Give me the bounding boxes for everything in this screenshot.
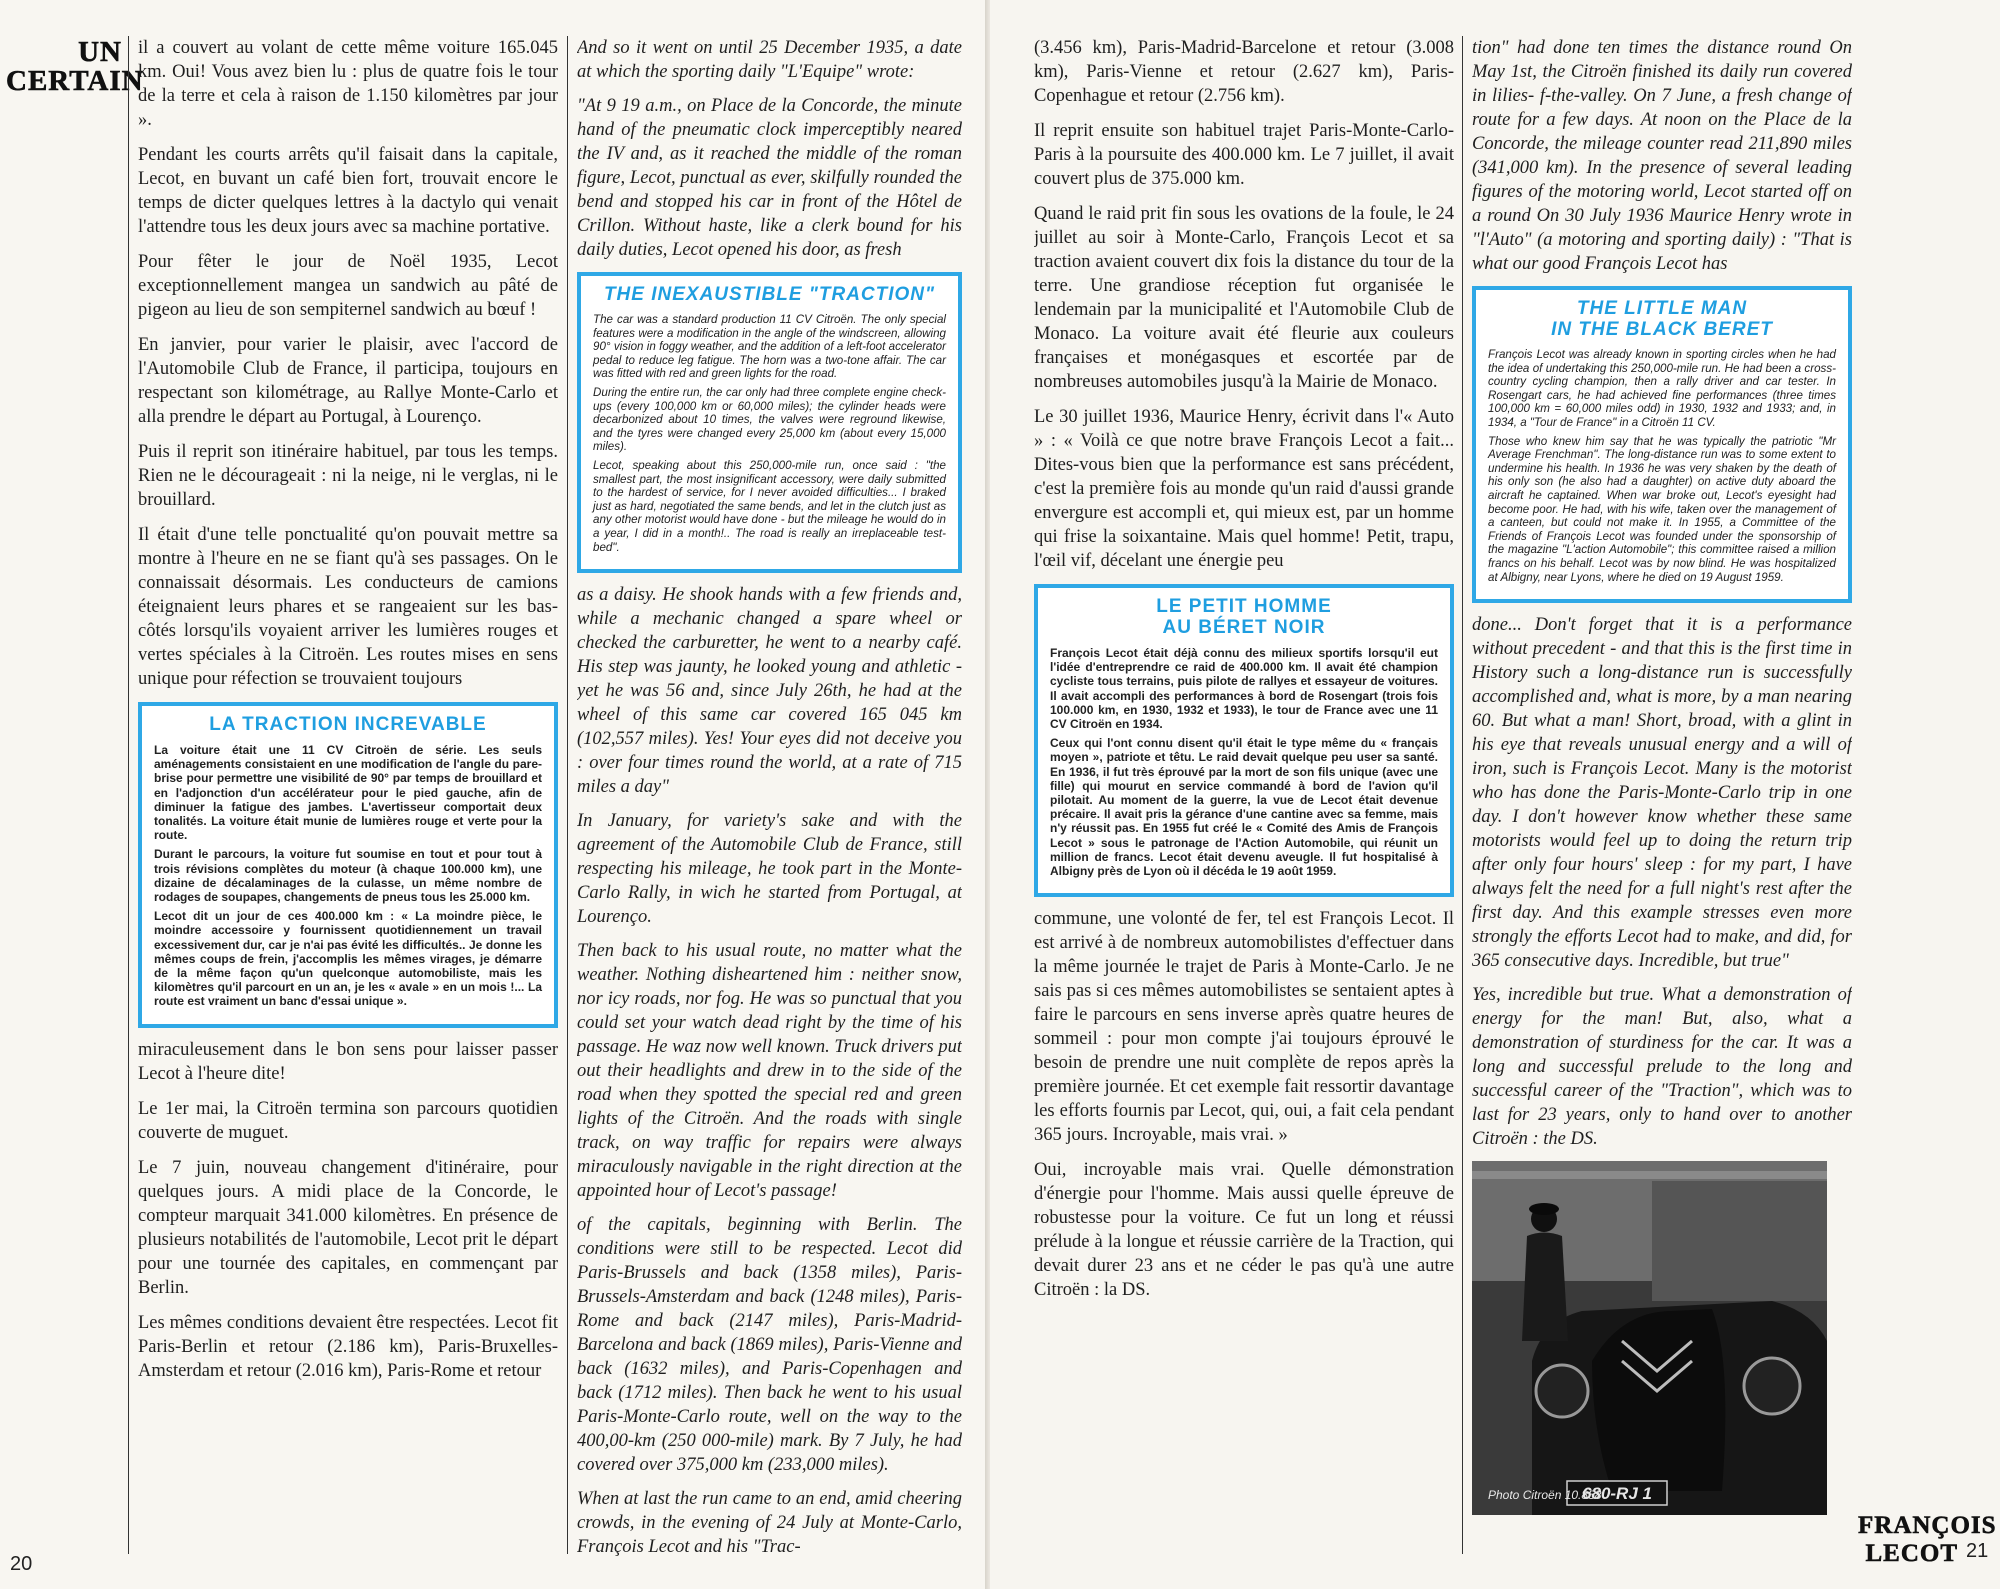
side-title-line1: UN <box>78 36 122 68</box>
paragraph: Il reprit ensuite son habituel trajet Paris-Monte-Carlo-Paris à la poursuite des 400.000 km. Le 7 juillet, il avait couvert plus de 375.000 km. <box>1034 121 1454 189</box>
paragraph: Le 30 juillet 1936, Maurice Henry, écrivit dans l'« Auto » : « Voilà ce que notre brave François Lecot a fait... Dites-vous bien que la performance est sans précédent, c'est la première fois au monde qu'un raid d'aussi grande envergure est accompli et, qui mieux est, par un homme qui frise la soixantaine. Mais quel homme! Petit, trapu, l'œil vif, décelant une énergie peu <box>1034 407 1454 571</box>
paragraph: Les mêmes conditions devaient être respectées. Lecot fit Paris-Berlin et retour (2.186 km), Paris-Bruxelles-Amsterdam et retour (2.016 km), Paris-Rome et retour <box>138 1312 558 1381</box>
paragraph: In January, for variety's sake and with the agreement of the Automobile Club de France, still respecting his mileage, he took part in the Monte-Carlo Rally, in wich he started from Portugal, at Lourenço. <box>577 811 962 928</box>
left-page <box>0 0 990 1589</box>
box-paragraph: During the entire run, the car only had three complete engine check-ups (every 100,000 km or 60,000 miles); the cylinder heads were decarbonized about 10 times, the valves were reground likewise, and the tyres were changed every 25,000 km (about every 15,000 miles). <box>593 385 946 454</box>
column-french-1 <box>138 36 558 1566</box>
page-number-right: 21 <box>1966 1540 1989 1562</box>
box-title-line1: THE LITTLE MAN <box>1576 298 1748 319</box>
box-body <box>1488 348 1836 584</box>
paragraph: (3.456 km), Paris-Madrid-Barcelone et retour (3.008 km), Paris-Vienne et retour (2.627 km), Paris-Copenhague et retour (2.756 km). <box>1034 38 1454 106</box>
column-french-3 <box>1034 36 1454 1566</box>
box-title: THE INEXAUSTIBLE "TRACTION" <box>603 284 936 305</box>
paragraph: Puis il reprit son itinéraire habituel, par tous les temps. Rien ne le décourageait : ni la neige, ni le verglas, ni le brouillard. <box>138 442 558 510</box>
paragraph: miraculeusement dans le bon sens pour laisser passer Lecot à l'heure dite! <box>138 1039 558 1084</box>
paragraph: as a daisy. He shook hands with a few friends and, while a mechanic changed a spare wheel or checked the carburetter, he went to a nearby café. His step was jaunty, he looked young and athletic - yet he was 56 and, since July 26th, he had at the wheel of this same car covered 165 045 km (102,557 miles). Yes! Your eyes did not deceive you : over four times round the world, at a rate of 715 miles a day" <box>577 585 962 798</box>
box-paragraph: François Lecot était déjà connu des milieux sportifs lorsqu'il eut l'idée d'entreprendre ce raid de 400.000 km. Il avait été champion cycliste tous terrains, puis pilote de rallyes et essayeur de voitures. Il avait accompli des performances à bord de Rosengart (trois fois 100.000 km, en 1930, 1932 et 1933), le tour de France avec une 11 CV Citroën en 1934. <box>1050 646 1438 732</box>
paragraph: done... Don't forget that it is a performance without precedent - and that this is the first time in History such a long-distance run is successfully accomplished and, what is more, by a man nearing 60. But what a man! Short, broad, with a glint in his eye that reveals unusual energy and a will of iron, such is François Lecot. Many is the motorist who has done the Paris-Monte-Carlo trip in one day. I don't however know whether these same motorists would feel up to doing the return trip after only four hours' sleep : for my part, I have always felt the need for a full night's rest after the first day. And this example stresses even more strongly the efforts Lecot had to make, and did, for 365 consecutive days. Incredible, but true" <box>1472 615 1852 972</box>
column-english-4 <box>1472 36 1852 1566</box>
box-body <box>1050 646 1438 878</box>
paragraph: Pendant les courts arrêts qu'il faisait dans la capitale, Lecot, en buvant un café bien fort, trouvait encore le temps de dicter quelques lettres à la dactylo qui venait l'attendre tous les deux jours avec sa machine portative. <box>138 145 558 237</box>
box-paragraph: Lecot, speaking about this 250,000-mile run, once said : "the smallest part, the most insignificant accessory, were daily submitted to the hardest of service, for I never avoided difficulties... I braked just as hard, negotiated the same bends, and let in the clutch just as any other motorist would have done - but the mileage he would do in a year, I did in a month!.. The road is really an irreplaceable test-bed". <box>593 458 946 554</box>
french-1-bottom-paras <box>138 1038 558 1383</box>
side-title-line2: CERTAIN <box>6 65 144 97</box>
sidebar-box-petit-homme-beret-noir <box>1034 584 1454 897</box>
paragraph: Pour fêter le jour de Noël 1935, Lecot exceptionnellement mangea un sandwich au pâté de pigeon au lieu de son sempiternel sandwich au bœuf ! <box>138 252 558 320</box>
paragraph: Quand le raid prit fin sous les ovations de la foule, le 24 juillet au soir à Monte-Carlo, François Lecot et sa traction avaient couvert dix fois la distance du tour de la terre. Une grandiose réception fut organisée le lendemain par la municipalité et l'Automobile Club de Monaco. La voiture avait été fleurie aux couleurs françaises et monégasques et escortée par de nombreuses automobiles jusqu'à la Mairie de Monaco. <box>1034 204 1454 392</box>
box-paragraph: Those who knew him say that he was typically the patriotic "Mr Average Frenchman". The long-distance run was to some extent to undermine his health. In 1936 he was very shaken by the death of his only son (he also had a daughter) on active duty aboard the aircraft he captained. When war broke out, Lecot's eyesight had become poor. He had, with his wife, taken over the management of a canteen, but could not make it. In 1955, a Committee of the Friends of François Lecot was founded under the sponsorship of the magazine "L'action Automobile"; this committee raised a million francs on his behalf. Lecot was by now blind. He was hospitalized at Albigny, near Lyons, where he died on 19 August 1959. <box>1488 434 1836 584</box>
page-number-left: 20 <box>10 1553 33 1575</box>
box-title-line2: IN THE BLACK BERET <box>1551 319 1773 340</box>
paragraph: Le 7 juin, nouveau changement d'itinéraire, pour quelques jours. A midi place de la Concorde, le compteur marquait 341.000 kilomètres. En présence de plusieurs notabilités de l'automobile, Lecot prit le départ pour une tournée des capitales, en commençant par Berlin. <box>138 1157 558 1298</box>
sidebar-box-little-man-black-beret <box>1472 286 1852 603</box>
sidebar-box-la-traction-increvable <box>138 702 558 1028</box>
french-1-top-paras <box>138 36 558 691</box>
box-paragraph: François Lecot was already known in sporting circles when he had the idea of undertaking this 250,000-mile run. He had been a cross-country cycling champion, then a rally driver and car tester. In Rosengart cars, he had achieved fine performances (three times 100,000 km = 60,000 miles odd) in 1930, 1932 and 1933; and, in 1934, a "Tour de France" in a Citroën 11 CV. <box>1488 348 1836 429</box>
box-body <box>593 313 946 554</box>
box-title: LA TRACTION INCREVABLE <box>209 714 487 735</box>
paragraph: il a couvert au volant de cette même voiture 165.045 km. Oui! Vous avez bien lu : plus de quatre fois le tour de la terre et cela à raison de 1.150 kilomètres par jour ». <box>138 38 558 130</box>
sidebar-box-inexaustible-traction <box>577 272 962 573</box>
paragraph: Il était d'une telle ponctualité qu'on pouvait mettre sa montre à l'heure en ne se fiant qu'à ses passages. On le connaissait désormais. Les conducteurs de camions éteignaient leurs phares et se rangeaient sur les bas-côtés lorsqu'ils voyaient arriver les lumières rouges et vertes spéciales à la Citroën. Les routes mises en sens unique pour réfection se trouvaient toujours <box>138 525 558 689</box>
paragraph: And so it went on until 25 December 1935, a date at which the sporting daily "L'Equipe" wrote: <box>577 38 962 82</box>
box-title-line2: AU BÉRET NOIR <box>1162 617 1326 638</box>
license-plate: 680-RJ 1 <box>1582 1484 1652 1504</box>
side-title-line2: LECOT <box>1865 1540 1958 1567</box>
paragraph: commune, une volonté de fer, tel est François Lecot. Il est arrivé à de nombreux automobilistes d'effectuer dans la même journée le trajet de Paris à Monte-Carlo. Je ne sais pas si ces mêmes automobilistes se sentaient aptes à faire le parcours en sens inverse après quatre heures de sommeil : pour mon compte j'ai toujours éprouvé le besoin de prendre une nuit complète de repos après la première journée. Et cet exemple fait ressortir davantage les efforts fournis par Lecot, qui, oui, a fait cela pendant 365 jours. Incroyable, mais vrai. » <box>1034 909 1454 1146</box>
right-page <box>990 0 2000 1589</box>
column-rule <box>567 36 568 1554</box>
box-body <box>154 743 542 1009</box>
box-title-line1: LE PETIT HOMME <box>1156 596 1332 617</box>
paragraph: tion" had done ten times the distance round On May 1st, the Citroën finished its daily run covered in lilies- f-the-valley. On 7 June, a fresh change of route for a few days. At noon on the Place de la Concorde, the mileage counter read 211,890 miles (341,000 km). In the presence of several leading figures of the motoring world, Lecot started off on a round On 30 July 1936 Maurice Henry wrote in "l'Auto" (a motoring and sporting daily) : "That is what our good François Lecot has <box>1472 38 1852 274</box>
photo-caption: Photo Citroën 10.858 <box>1488 1488 1602 1503</box>
paragraph: "At 9 19 a.m., on Place de la Concorde, the minute hand of the pneumatic clock imperceptibly neared the IV and, as it reached the middle of the roman figure, Lecot, punctual as ever, skilfully rounded the bend and stopped his car in front of the Hôtel de Crillon. Without haste, like a clerk bound for his daily duties, Lecot opened his door, as fresh <box>577 96 962 260</box>
paragraph: Then back to his usual route, no matter what the weather. Nothing disheartened him : neither snow, nor icy roads, nor fog. He was so punctual that you could set your watch dead right by the time of his passage. He waz now well known. Truck drivers put out their headlights and drew in to the side of the road when they spotted the special red and green lights of the Citroën. And the roads with single track, on way traffic for repairs were always miraculously navigable in the right direction at the appointed hour of Lecot's passage! <box>577 941 962 1202</box>
box-paragraph: Ceux qui l'ont connu disent qu'il était le type même du « français moyen », patriote et têtu. Le raid devait quelque peu user sa santé. En 1936, il fut très éprouvé par la mort de son fils unique (avec une fille) qui mourut en service commandé à bord de l'avion qu'il pilotait. Au moment de la guerre, la vue de Lecot était devenue précaire. Il avait pris la gérance d'une cantine avec sa femme, mais n'y réussit pas. En 1955 fut créé le « Comité des Amis de François Lecot » sous le patronage de l'Action Automobile, qui réunit un million de francs. Lecot était devenu aveugle. Il fut hospitalisé à Albigny près de Lyon où il décéda le 19 août 1959. <box>1050 736 1438 879</box>
photo-illustration <box>1472 1161 1827 1515</box>
paragraph: En janvier, pour varier le plaisir, avec l'accord de l'Automobile Club de France, il participa, toujours en respectant son kilométrage, au Rallye Monte-Carlo et alla prendre le départ au Portugal, à Lourenço. <box>138 335 558 427</box>
column-rule <box>1462 36 1463 1554</box>
column-english-2 <box>577 36 962 1566</box>
photo-lecot-and-traction <box>1472 1161 1827 1515</box>
side-title-un-certain <box>6 36 144 97</box>
box-paragraph: Lecot dit un jour de ces 400.000 km : « La moindre pièce, le moindre accessoire y fournissent quotidiennement un travail excessivement dur, car je n'ai pas évité les difficultés.. Je donne les mêmes coups de frein, j'accomplis les mêmes virages, je démarre de la même façon qu'un quelconque automobiliste, mais les kilomètres qu'il parcourt en un an, je les « avale » en un mois !... La route est vraiment un banc d'essai unique ». <box>154 909 542 1009</box>
paragraph: Oui, incroyable mais vrai. Quelle démonstration d'énergie pour l'homme. Mais aussi quelle épreuve de robustesse pour la voiture. Ce fut un long et réussi prélude à la longue et réussie carrière de la Traction, qui devait durer 23 ans et ne céder le pas qu'à une autre Citroën : la DS. <box>1034 1160 1454 1301</box>
paragraph: of the capitals, beginning with Berlin. The conditions were still to be respected. Lecot did Paris-Brussels and back (1358 miles), Paris-Brussels-Amsterdam and back (1248 miles), Paris-Rome and back (2147 miles), Paris-Madrid-Barcelona and back (1869 miles), Paris-Vienne and back (1632 miles), and Paris-Copenhagen and back (1712 miles). Then back he went to his usual Paris-Monte-Carlo route, well on the way to the 400,00-km (250 000-mile) mark. By 7 July, he had covered over 375,000 km (233,000 miles). <box>577 1215 962 1476</box>
paragraph: Yes, incredible but true. What a demonstration of energy for the man! But, also, what a demonstration of sturdiness for the car. It was a long and successful prelude to the long and successful career of the "Traction", which was to last for 23 years, only to hand over to another Citroën : the DS. <box>1472 985 1852 1150</box>
column-rule <box>128 36 129 1554</box>
side-title-line1: FRANÇOIS <box>1858 1512 1997 1539</box>
box-paragraph: Durant le parcours, la voiture fut soumise en tout et pour tout à trois révisions complètes du moteur (à chaque 100.000 km), une dizaine de décalaminages de la culasse, un même nombre de rodages de soupapes, changements de pneus tous les 25.000 km. <box>154 847 542 905</box>
box-paragraph: La voiture était une 11 CV Citroën de série. Les seuls aménagements consistaient en une modification de l'angle du pare-brise pour permettre une visibilité de 90° par temps de brouillard et en l'adjonction d'un accélérateur pour le pied gauche, afin de diminuer la fatigue des jambes. L'avertisseur comportait deux tonalités. La voiture était munie de lumières rouge et verte pour la route. <box>154 743 542 843</box>
paragraph: When at last the run came to an end, amid cheering crowds, in the evening of 24 July at Monte-Carlo, François Lecot and his "Trac- <box>577 1489 962 1558</box>
box-title <box>1050 596 1438 638</box>
box-paragraph: The car was a standard production 11 CV Citroën. The only special features were a modification in the angle of the windscreen, allowing 90° vision in foggy weather, and the addition of a left-foot accelerator pedal to reduce leg fatigue. The horn was a two-tone affair. The car was fitted with red and green lights for the road. <box>593 313 946 381</box>
box-title <box>1488 298 1836 340</box>
paragraph: Le 1er mai, la Citroën termina son parcours quotidien couverte de muguet. <box>138 1098 558 1143</box>
